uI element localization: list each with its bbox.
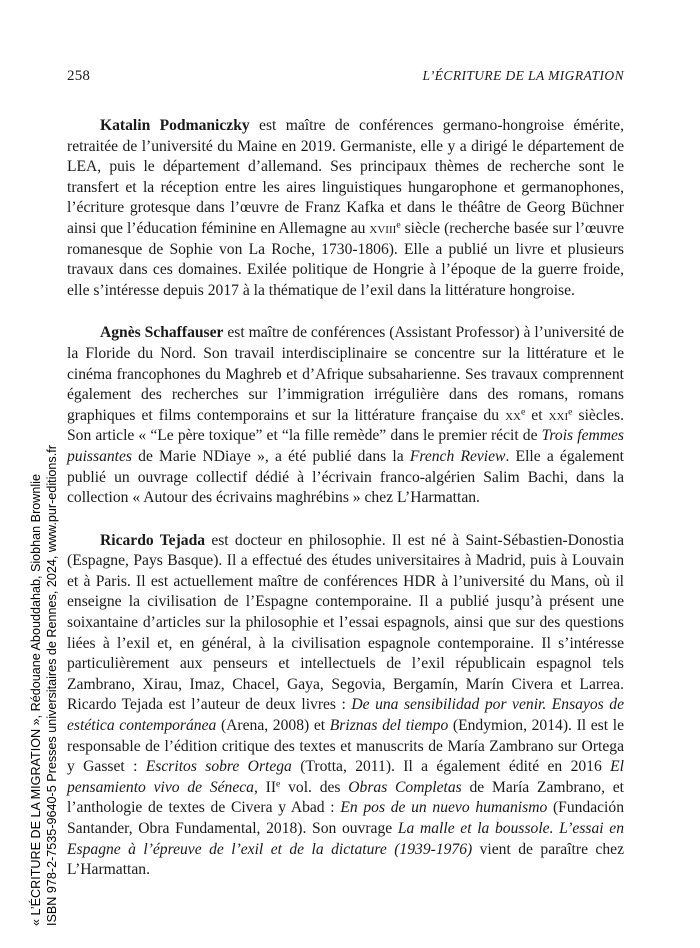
running-title: L’ÉCRITURE DE LA MIGRATION [422, 68, 624, 83]
side-copyright-credit [28, 366, 60, 926]
bio-agnes-schaffauser: Agnès Schaffauser est maître de conférences (Assistant Professor) à l’université de la Floride du Nord. Son travail interdisciplinaire se concentre sur la littérature et le cinéma francophones du Maghreb et d’Afrique subsaharienne. Ses travaux comprennent également des recherches sur l’immigration irrégulière dans des romans, romans graphiques et films contemporains et sur la littérature française du $xx^e$ et xxi$^e$ siècles. Son article « “Le père toxique” et “la fille remède” dans le premier récit de Trois femmes puissantes de Marie NDiaye », a été publié dans la French Review. Elle a également publié un ouvrage collectif dédié à l’écrivain franco-algérien Salim Bachi, dans la collection « Autour des écrivains maghrébins » chez L’Harmattan. [67, 324, 625, 507]
work-title: De una sensibilidad por venir. Ensayos de estética contemporánea [67, 696, 624, 735]
work-title: Trois femmes puissantes [67, 427, 624, 465]
page-number: 258 [67, 68, 91, 84]
credit-line-isbn: ISBN 978-2-7535-9640-5 Presses universitaires de Rennes, 2024, www.pur-editions.fr [45, 445, 60, 926]
contributor-name: Katalin Podmaniczky [100, 117, 250, 134]
journal-title: French Review [409, 447, 506, 465]
bio-katalin-podmaniczky: Katalin Podmaniczky est maître de conférences germano-hongroise émérite, retraitée de l’université du Maine en 2019. Germaniste, elle y a dirigé le département de LEA, puis le département d’allemand. Ses principaux thèmes de recherche sont le transfert et la réception entre les aires linguistiques hungarophone et germanophones, l’écriture grotesque dans l’œuvre de Franz Kafka et dans le théâtre de Georg Büchner ainsi que l’éducation féminine en Allemagne au xviii$^e$ siècle (recherche basée sur l’œuvre romanesque de Sophie von La Roche, 1730-1806). Elle a publié un livre et plusieurs travaux dans ces domaines. Exilée politique de Hongrie à l’époque de la guerre froide, elle s’intéresse depuis 2017 à la thématique de l’exil dans la littérature hongroise. [67, 117, 625, 299]
work-title: Obras Completas [348, 778, 462, 796]
work-title: Briznas del tiempo [329, 717, 449, 735]
contributor-name: Agnès Schaffauser [100, 324, 224, 342]
work-title: El pensamiento vivo de Séneca [67, 758, 624, 796]
bio-ricardo-tejada: Ricardo Tejada est docteur en philosophie. Il est né à Saint-Sébastien-Donostia (Espagne, Pays Basque). Il a effectué des études universitaires à Madrid, puis à Louvain et à Paris. Il est actuellement maître de conférences HDR à l’université du Mans, où il enseigne la civilisation de l’Espagne contemporaine. Il a publié jusqu’à présent une soixantaine d’articles sur la philosophie et l’essai espagnols, ainsi que sur des questions liées à l’exil et, en général, à la civilisation espagnole contemporaine. Il s’intéresse particulièrement aux penseurs et intellectuels de l’exil républicain espagnol tels Zambrano, Xirau, Imaz, Chacel, Gaya, Segovia, Bergamín, Marín Civera et Larrea. Ricardo Tejada est l’auteur de deux livres : De una sensibilidad por venir. Ensayos de estética contemporánea (Arena, 2008) et Briznas del tiempo (Endymion, 2014). Il est le responsable de l’édition critique des textes et manuscrits de María Zambrano sur Ortega y Gasset : Escritos sobre Ortega (Trotta, 2011). Il a également édité en 2016 El pensamiento vivo de Séneca, IIe vol. des Obras Completas de María Zambrano, et l’anthologie de textes de Civera y Abad : En pos de un nuevo humanismo (Fundación Santander, Obra Fundamental, 2018). Son ouvrage La malle et la boussole. L’essai en Espagne à l’épreuve de l’exil et de la dictature (1939-1976) vient de paraître chez L’Harmattan. [67, 531, 624, 879]
work-title: La malle et la boussole. L’essai en Espagne à l’épreuve de l’exil et de la dictature (1939-1976) [67, 820, 624, 858]
work-title: Escritos sobre Ortega [145, 758, 292, 776]
credit-line-title: « L’ÉCRITURE DE LA MIGRATION », Rédouane Abouddahab, Siobhan Brownlie [29, 474, 43, 926]
contributors-list [67, 116, 624, 903]
contributor-name: Ricardo Tejada [100, 531, 206, 549]
work-title: En pos de un nuevo humanismo [340, 799, 548, 817]
